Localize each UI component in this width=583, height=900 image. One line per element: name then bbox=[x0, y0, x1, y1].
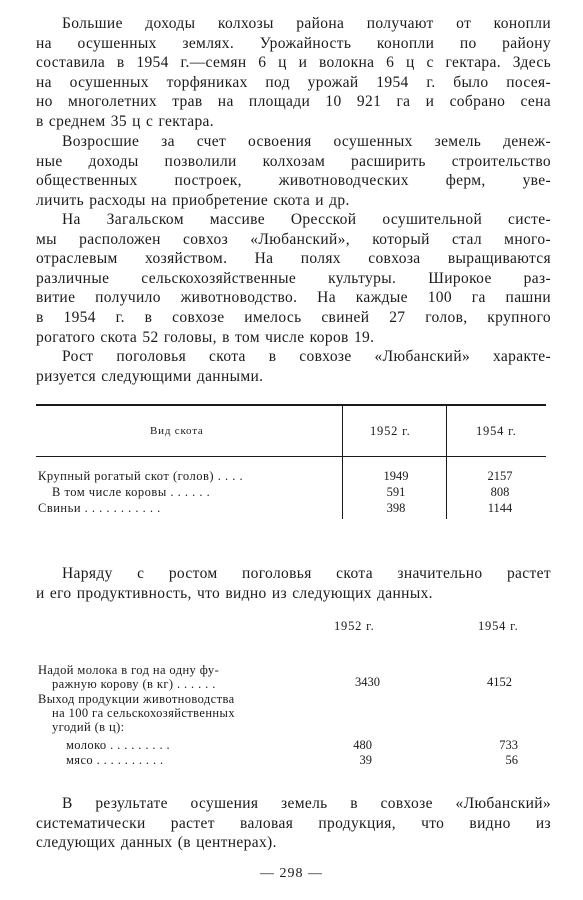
table-row-label: мясо . . . . . . . . . . bbox=[66, 753, 164, 767]
text-line: ризуется следующими данными. bbox=[36, 367, 264, 385]
table-cell-value: 2157 bbox=[487, 469, 513, 483]
table-cell-value: 480 bbox=[353, 738, 372, 752]
table-row-label: молоко . . . . . . . . . bbox=[66, 738, 171, 752]
table-cell-value: 591 bbox=[386, 485, 406, 499]
table-cell-value: 3430 bbox=[355, 675, 380, 689]
table-row-label: ражную корову (в кг) . . . . . . bbox=[52, 677, 216, 691]
text-line: мы расположен совхоз «Любанский», который стал много- bbox=[36, 230, 551, 248]
text-line: Наряду с ростом поголовья скота значительно растет bbox=[62, 565, 551, 582]
paragraph-sovkhoz-lyubansky bbox=[36, 210, 551, 347]
table-cell-value: 1949 bbox=[383, 469, 409, 483]
table-row-label: на 100 га сельскохозяйственных bbox=[52, 706, 235, 720]
table-cell-value: 39 bbox=[359, 753, 372, 767]
text-line: отраслевым хозяйством. На полях совхоза выращиваются bbox=[36, 250, 551, 268]
text-line: Возросшие за счет освоения осушенных земель денеж- bbox=[62, 133, 551, 150]
column-header-1954: 1954 г. bbox=[478, 619, 519, 633]
table-cell-value: 733 bbox=[499, 738, 518, 752]
paragraph-hemp-income bbox=[36, 14, 551, 132]
paragraph-income-growth bbox=[36, 132, 551, 210]
text-line: но многолетних трав на площади 10 921 га и собрано сена bbox=[36, 93, 551, 111]
text-line: на осушенных землях. Урожайность конопли по району bbox=[36, 34, 551, 52]
text-line: систематически растет валовая продукция, что видно из bbox=[36, 814, 551, 832]
text-line: На Загальском массиве Оресской осушительной систе- bbox=[62, 211, 551, 228]
table-row-label: Свиньи . . . . . . . . . . . bbox=[38, 501, 161, 515]
text-line: витие получило животноводство. На каждые 100 га пашни bbox=[36, 289, 551, 307]
paragraph-gross-output-intro bbox=[36, 794, 551, 853]
text-line: следующих данных (в центнерах). bbox=[36, 834, 277, 852]
text-line: в 1954 г. в совхозе имелось свиней 27 голов, крупного bbox=[36, 308, 551, 326]
paragraph-productivity-intro bbox=[36, 564, 551, 603]
text-line: общественных построек, животноводческих ферм, уве- bbox=[36, 172, 551, 190]
text-line: личить расходы на приобретение скота и др. bbox=[36, 191, 350, 209]
column-header-1954: 1954 г. bbox=[476, 424, 517, 438]
table-row-label: Надой молока в год на одну фу- bbox=[38, 663, 220, 677]
table-row-label: В том числе коровы . . . . . . bbox=[52, 485, 211, 499]
table-header-rule bbox=[36, 456, 546, 457]
table-cell-value: 398 bbox=[386, 501, 406, 515]
table-row-label: угодий (в ц): bbox=[52, 720, 125, 734]
text-line: различные сельскохозяйственные культуры. Широкое раз- bbox=[36, 269, 551, 287]
page-number: — 298 — bbox=[260, 866, 323, 881]
text-line: в среднем 35 ц с гектара. bbox=[36, 112, 214, 130]
text-line: рогатого скота 52 головы, в том числе коров 19. bbox=[36, 328, 375, 346]
text-line: ные доходы позволили колхозам расширить строительство bbox=[36, 152, 551, 170]
table-cell-value: 4152 bbox=[487, 675, 512, 689]
text-line: Большие доходы колхозы района получают от конопли bbox=[62, 15, 551, 32]
column-header-1952: 1952 г. bbox=[334, 619, 375, 633]
table-cell-value: 1144 bbox=[487, 501, 513, 515]
column-header-1952: 1952 г. bbox=[370, 424, 411, 438]
paragraph-livestock-intro bbox=[36, 347, 551, 386]
table-top-rule bbox=[36, 404, 546, 406]
text-line: составила в 1954 г.—семян 6 ц и волокна 6 ц с гектара. Здесь bbox=[36, 54, 551, 72]
table-row-label: Выход продукции животноводства bbox=[38, 692, 235, 706]
table-row-label: Крупный рогатый скот (голов) . . . . bbox=[38, 469, 244, 483]
table-cell-value: 56 bbox=[505, 753, 518, 767]
column-divider bbox=[446, 405, 447, 519]
table-cell-value: 808 bbox=[490, 485, 510, 499]
column-header-livestock-type: Вид скота bbox=[150, 425, 204, 437]
text-line: на осушенных торфяниках под урожай 1954 г. было посея- bbox=[36, 73, 551, 91]
column-divider bbox=[342, 405, 343, 519]
text-line: В результате осушения земель в совхозе «Любанский» bbox=[62, 795, 551, 812]
text-line: Рост поголовья скота в совхозе «Любанский» характе- bbox=[62, 348, 551, 365]
text-line: и его продуктивность, что видно из следующих данных. bbox=[36, 584, 433, 602]
